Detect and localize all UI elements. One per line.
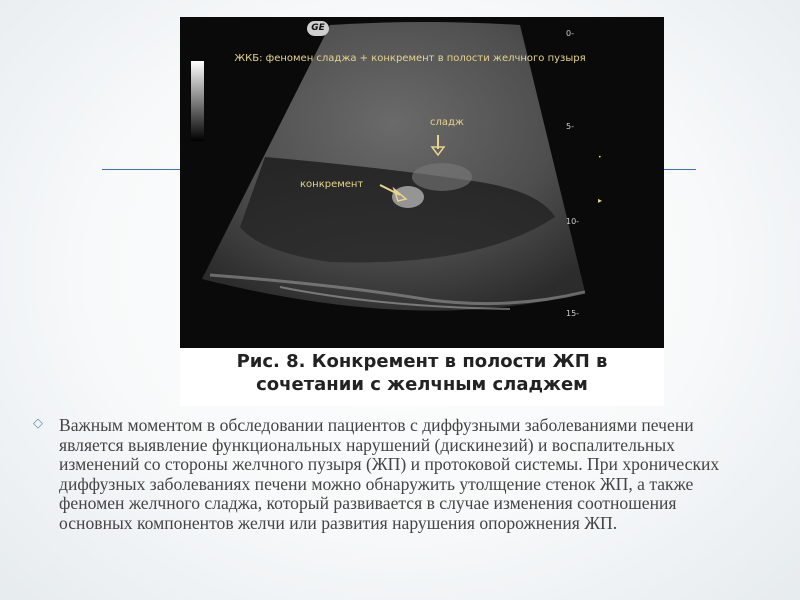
accent-line-right [664, 169, 696, 170]
depth-label: 5- [566, 122, 574, 131]
depth-label: 0- [566, 29, 574, 38]
ge-logo: GE [307, 21, 329, 36]
ultrasound-figure [180, 17, 664, 406]
scan-header-text: ЖКБ: феномен сладжа + конкремент в полости желчного пузыря [234, 53, 586, 64]
sludge-label: сладж [430, 117, 464, 128]
greyscale-bar [191, 61, 204, 141]
bullet-icon: ◇ [33, 416, 43, 431]
svg-text:▸: ▸ [598, 196, 603, 205]
scan-sector [202, 22, 585, 311]
depth-label: 15- [566, 309, 580, 318]
body-paragraph: Важным моментом в обследовании пациентов с диффузными заболеваниями печени является выявление функциональных нарушений (дискинезий) и воспалительных изменений со стороны желчного пузыря (ЖП) и протоковой системы. При хронических диффузных заболеваниях печени можно обнаружить утолщение стенок ЖП, а также феномен желчного сладжа, который развивается в случае изменения соотношения основных компонентов желчи или развития нарушения опорожнения ЖП. [59, 415, 720, 533]
stone-label: конкремент [300, 179, 364, 190]
depth-label: 10- [566, 217, 580, 226]
ultrasound-scan [180, 17, 664, 348]
svg-text:•: • [598, 154, 602, 161]
sludge-echo [412, 163, 472, 191]
accent-line-left [102, 169, 182, 170]
figure-caption: Рис. 8. Конкремент в полости ЖП в сочетании с желчным сладжем [236, 351, 608, 395]
ultrasound-image [180, 17, 664, 348]
